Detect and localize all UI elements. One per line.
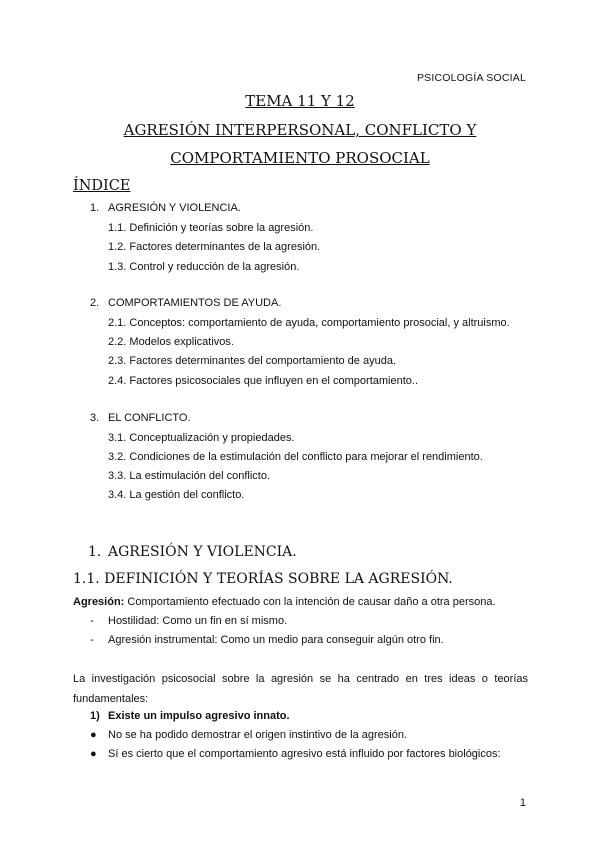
- index-item: 2.2. Modelos explicativos.: [108, 336, 234, 348]
- index-section-number: 2.: [90, 297, 100, 309]
- index-item: 3.4. La gestión del conflicto.: [108, 489, 245, 501]
- subsection-heading: 1.1. DEFINICIÓN Y TEORÍAS SOBRE LA AGRESIÓN.: [73, 571, 453, 587]
- index-section-1: [90, 202, 241, 214]
- section-title: AGRESIÓN Y VIOLENCIA.: [108, 544, 297, 560]
- intro-paragraph: La investigación psicosocial sobre la agresión se ha centrado en tres ideas o teorías fundamentales:: [73, 673, 528, 705]
- dash-item: [90, 634, 444, 646]
- index-section-number: 3.: [90, 412, 100, 424]
- bullet-dot-icon: ●: [90, 729, 97, 741]
- document-title-line-3: COMPORTAMIENTO PROSOCIAL: [170, 149, 430, 167]
- page-number: 1: [519, 797, 526, 809]
- definition-line: [73, 596, 496, 608]
- document-title-line-2: AGRESIÓN INTERPERSONAL, CONFLICTO Y: [123, 121, 477, 139]
- definition-text: Comportamiento efectuado con la intención de causar daño a otra persona.: [124, 596, 496, 608]
- document-title-line-1: TEMA 11 Y 12: [245, 92, 355, 110]
- index-section-label: COMPORTAMIENTOS DE AYUDA.: [108, 297, 282, 309]
- index-section-label: EL CONFLICTO.: [108, 412, 191, 424]
- bullet-item: [90, 748, 501, 760]
- section-heading: [88, 544, 297, 560]
- dash-item: [90, 615, 287, 627]
- index-item: 2.3. Factores determinantes del comportamiento de ayuda.: [108, 355, 396, 367]
- dash-marker: -: [90, 634, 94, 646]
- dash-marker: -: [90, 615, 94, 627]
- header-subject: PSICOLOGÍA SOCIAL: [416, 72, 526, 84]
- index-item: 3.1. Conceptualización y propiedades.: [108, 432, 295, 444]
- index-item: 1.2. Factores determinantes de la agresión.: [108, 241, 321, 253]
- bullet-item: [90, 729, 407, 741]
- index-item: 3.2. Condiciones de la estimulación del conflicto para mejorar el rendimiento.: [108, 451, 483, 463]
- definition-term: Agresión:: [73, 596, 125, 608]
- dash-item-text: Hostilidad: Como un fin en sí mismo.: [108, 615, 288, 627]
- bullet-text: Sí es cierto que el comportamiento agresivo está influido por factores biológicos:: [108, 748, 501, 760]
- bullet-dot-icon: ●: [90, 748, 97, 760]
- index-section-2: [90, 297, 281, 309]
- index-item: 3.3. La estimulación del conflicto.: [108, 470, 271, 482]
- index-section-3: [90, 412, 191, 424]
- theory-title: Existe un impulso agresivo innato.: [108, 710, 290, 722]
- index-heading: ÍNDICE: [73, 178, 131, 194]
- index-item: 1.3. Control y reducción de la agresión.: [108, 261, 300, 273]
- theory-heading: [90, 710, 290, 722]
- dash-item-text: Agresión instrumental: Como un medio para conseguir algún otro fin.: [108, 634, 444, 646]
- index-section-number: 1.: [90, 202, 100, 214]
- index-item: 1.1. Definición y teorías sobre la agresión.: [108, 222, 314, 234]
- bullet-text: No se ha podido demostrar el origen instintivo de la agresión.: [108, 729, 408, 741]
- index-item: 2.1. Conceptos: comportamiento de ayuda, comportamiento prosocial, y altruismo.: [108, 317, 510, 329]
- section-number: 1.: [88, 544, 102, 560]
- theory-number: 1): [90, 710, 100, 722]
- index-item: 2.4. Factores psicosociales que influyen en el comportamiento..: [108, 375, 418, 387]
- index-section-label: AGRESIÓN Y VIOLENCIA.: [108, 202, 241, 214]
